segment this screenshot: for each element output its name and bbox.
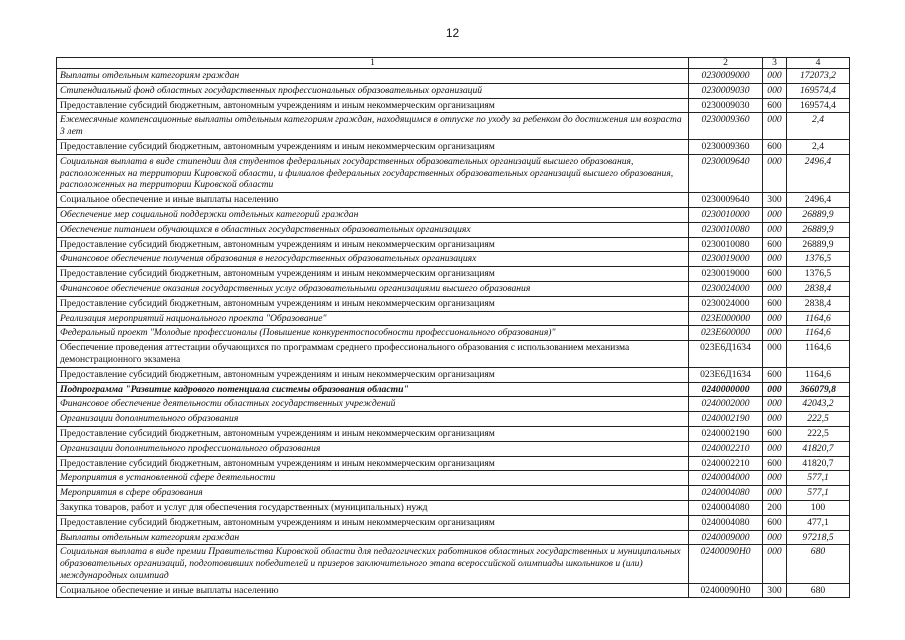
row-type-cell: 000 xyxy=(763,222,787,237)
table-row xyxy=(57,296,850,311)
row-type-cell: 300 xyxy=(763,583,787,598)
table-row xyxy=(57,222,850,237)
row-name-cell: Предоставление субсидий бюджетным, автономным учреждениям и иным некоммерческим организациям xyxy=(57,426,689,441)
row-amount-cell: 2838,4 xyxy=(787,296,850,311)
row-name-cell: Закупка товаров, работ и услуг для обеспечения государственных (муниципальных) нужд xyxy=(57,500,689,515)
row-name-cell: Обеспечение мер социальной поддержки отдельных категорий граждан xyxy=(57,207,689,222)
row-code-cell: 02400090Н0 xyxy=(689,583,763,598)
row-amount-cell: 26889,9 xyxy=(787,207,850,222)
row-amount-cell: 366079,8 xyxy=(787,382,850,397)
row-code-cell: 0230010080 xyxy=(689,237,763,252)
row-amount-cell: 1164,6 xyxy=(787,367,850,382)
row-code-cell: 0240000000 xyxy=(689,382,763,397)
row-type-cell: 000 xyxy=(763,441,787,456)
row-code-cell: 0240004000 xyxy=(689,471,763,486)
row-name-cell: Реализация мероприятий национального проекта "Образование" xyxy=(57,311,689,326)
row-name-cell: Социальное обеспечение и иные выплаты населению xyxy=(57,583,689,598)
row-code-cell: 0230009000 xyxy=(689,69,763,84)
table-row xyxy=(57,583,850,598)
table-row xyxy=(57,98,850,113)
table-row xyxy=(57,486,850,501)
row-name-cell: Мероприятия в установленной сфере деятельности xyxy=(57,471,689,486)
table-row xyxy=(57,139,850,154)
row-name-cell: Предоставление субсидий бюджетным, автономным учреждениям и иным некоммерческим организациям xyxy=(57,456,689,471)
row-type-cell: 600 xyxy=(763,426,787,441)
row-code-cell: 0240009000 xyxy=(689,530,763,545)
table-row xyxy=(57,193,850,208)
row-code-cell: 0240002210 xyxy=(689,456,763,471)
row-code-cell: 0240002190 xyxy=(689,426,763,441)
row-name-cell: Обеспечение питанием обучающихся в областных государственных образовательных организациях xyxy=(57,222,689,237)
row-name-cell: Финансовое обеспечение получения образования в негосударственных образовательных организациях xyxy=(57,252,689,267)
table-row xyxy=(57,326,850,341)
table-row xyxy=(57,441,850,456)
row-amount-cell: 42043,2 xyxy=(787,397,850,412)
row-code-cell: 023E6Д1634 xyxy=(689,341,763,368)
row-code-cell: 023E000000 xyxy=(689,311,763,326)
row-name-cell: Организации дополнительного профессионального образования xyxy=(57,441,689,456)
row-type-cell: 600 xyxy=(763,98,787,113)
row-amount-cell: 577,1 xyxy=(787,486,850,501)
row-type-cell: 000 xyxy=(763,412,787,427)
row-name-cell: Социальная выплата в виде премии Правительства Кировской области для педагогических работников областных государственных и муниципальных образовательных организаций, подготовивших победителей и призеров заключительного этапа всероссийской олимпиады школьников и (или) международных олимпиад xyxy=(57,545,689,583)
column-header-2: 2 xyxy=(689,58,763,69)
row-amount-cell: 577,1 xyxy=(787,471,850,486)
row-code-cell: 0230010080 xyxy=(689,222,763,237)
row-type-cell: 000 xyxy=(763,471,787,486)
table-row xyxy=(57,471,850,486)
row-amount-cell: 169574,4 xyxy=(787,98,850,113)
table-row xyxy=(57,237,850,252)
row-type-cell: 000 xyxy=(763,281,787,296)
row-type-cell: 600 xyxy=(763,237,787,252)
table-header-row xyxy=(57,58,850,69)
row-type-cell: 000 xyxy=(763,113,787,140)
row-amount-cell: 477,1 xyxy=(787,515,850,530)
table-row xyxy=(57,397,850,412)
row-type-cell: 600 xyxy=(763,139,787,154)
row-type-cell: 600 xyxy=(763,367,787,382)
row-amount-cell: 1164,6 xyxy=(787,326,850,341)
table-row xyxy=(57,382,850,397)
row-type-cell: 000 xyxy=(763,311,787,326)
row-name-cell: Ежемесячные компенсационные выплаты отдельным категориям граждан, находящимся в отпуске по уходу за ребенком до достижения им возраста 3 лет xyxy=(57,113,689,140)
row-amount-cell: 222,5 xyxy=(787,426,850,441)
row-type-cell: 000 xyxy=(763,486,787,501)
row-name-cell: Стипендиальный фонд областных государственных профессиональных образовательных организаций xyxy=(57,83,689,98)
row-amount-cell: 169574,4 xyxy=(787,83,850,98)
row-type-cell: 000 xyxy=(763,341,787,368)
table-row xyxy=(57,367,850,382)
row-code-cell: 0240004080 xyxy=(689,486,763,501)
row-type-cell: 200 xyxy=(763,500,787,515)
row-type-cell: 600 xyxy=(763,296,787,311)
row-amount-cell: 1164,6 xyxy=(787,311,850,326)
row-type-cell: 600 xyxy=(763,267,787,282)
table-row xyxy=(57,341,850,368)
table-row xyxy=(57,154,850,192)
table-row xyxy=(57,281,850,296)
row-code-cell: 0240002000 xyxy=(689,397,763,412)
row-code-cell: 0230024000 xyxy=(689,296,763,311)
table-row xyxy=(57,545,850,583)
row-code-cell: 0240002190 xyxy=(689,412,763,427)
row-type-cell: 000 xyxy=(763,397,787,412)
page-number: 12 xyxy=(445,26,460,40)
row-name-cell: Предоставление субсидий бюджетным, автономным учреждениям и иным некоммерческим организациям xyxy=(57,139,689,154)
row-amount-cell: 1376,5 xyxy=(787,252,850,267)
table-row xyxy=(57,207,850,222)
column-header-4: 4 xyxy=(787,58,850,69)
table-row xyxy=(57,515,850,530)
row-amount-cell: 680 xyxy=(787,583,850,598)
row-code-cell: 0230009360 xyxy=(689,139,763,154)
row-amount-cell: 26889,9 xyxy=(787,222,850,237)
table-row xyxy=(57,426,850,441)
row-amount-cell: 97218,5 xyxy=(787,530,850,545)
row-code-cell: 0230009030 xyxy=(689,83,763,98)
row-name-cell: Обеспечение проведения аттестации обучающихся по программам среднего профессионального образования с использованием механизма демонстрационного экзамена xyxy=(57,341,689,368)
row-type-cell: 600 xyxy=(763,515,787,530)
table-row xyxy=(57,113,850,140)
row-amount-cell: 41820,7 xyxy=(787,456,850,471)
row-type-cell: 000 xyxy=(763,69,787,84)
row-type-cell: 000 xyxy=(763,83,787,98)
row-type-cell: 000 xyxy=(763,545,787,583)
row-amount-cell: 1164,6 xyxy=(787,341,850,368)
row-code-cell: 02400090Н0 xyxy=(689,545,763,583)
row-name-cell: Финансовое обеспечение оказания государственных услуг образовательными организациями высшего образования xyxy=(57,281,689,296)
row-name-cell: Предоставление субсидий бюджетным, автономным учреждениям и иным некоммерческим организациям xyxy=(57,367,689,382)
row-amount-cell: 172073,2 xyxy=(787,69,850,84)
row-name-cell: Федеральный проект "Молодые профессионалы (Повышение конкурентоспособности профессионального образования)" xyxy=(57,326,689,341)
row-amount-cell: 100 xyxy=(787,500,850,515)
table-row xyxy=(57,311,850,326)
row-amount-cell: 2496,4 xyxy=(787,193,850,208)
table-row xyxy=(57,69,850,84)
row-amount-cell: 2838,4 xyxy=(787,281,850,296)
row-type-cell: 000 xyxy=(763,154,787,192)
row-type-cell: 000 xyxy=(763,326,787,341)
table-row xyxy=(57,83,850,98)
row-name-cell: Предоставление субсидий бюджетным, автономным учреждениям и иным некоммерческим организациям xyxy=(57,237,689,252)
row-amount-cell: 26889,9 xyxy=(787,237,850,252)
table-row xyxy=(57,500,850,515)
row-name-cell: Выплаты отдельным категориям граждан xyxy=(57,530,689,545)
table-row xyxy=(57,456,850,471)
row-type-cell: 000 xyxy=(763,530,787,545)
row-amount-cell: 680 xyxy=(787,545,850,583)
table-row xyxy=(57,252,850,267)
row-type-cell: 000 xyxy=(763,207,787,222)
budget-table xyxy=(56,57,850,598)
row-code-cell: 0230009640 xyxy=(689,193,763,208)
row-amount-cell: 1376,5 xyxy=(787,267,850,282)
table-row xyxy=(57,412,850,427)
row-code-cell: 0230019000 xyxy=(689,252,763,267)
row-name-cell: Предоставление субсидий бюджетным, автономным учреждениям и иным некоммерческим организациям xyxy=(57,98,689,113)
row-type-cell: 300 xyxy=(763,193,787,208)
row-type-cell: 000 xyxy=(763,382,787,397)
row-code-cell: 0230010000 xyxy=(689,207,763,222)
row-amount-cell: 222,5 xyxy=(787,412,850,427)
row-code-cell: 0230009360 xyxy=(689,113,763,140)
row-code-cell: 0230009030 xyxy=(689,98,763,113)
column-header-3: 3 xyxy=(763,58,787,69)
row-code-cell: 023E600000 xyxy=(689,326,763,341)
row-name-cell: Социальная выплата в виде стипендии для студентов федеральных государственных образовательных организаций высшего образования, расположенных на территории Кировской области, и филиалов федеральных государственных образовательных организаций высшего образования, расположенных на территории Кировской области xyxy=(57,154,689,192)
row-name-cell: Предоставление субсидий бюджетным, автономным учреждениям и иным некоммерческим организациям xyxy=(57,267,689,282)
row-name-cell: Выплаты отдельным категориям граждан xyxy=(57,69,689,84)
table-row xyxy=(57,267,850,282)
row-code-cell: 0230019000 xyxy=(689,267,763,282)
row-code-cell: 0240002210 xyxy=(689,441,763,456)
row-name-cell: Подпрограмма "Развитие кадрового потенциала системы образования области" xyxy=(57,382,689,397)
row-amount-cell: 2496,4 xyxy=(787,154,850,192)
row-code-cell: 023E6Д1634 xyxy=(689,367,763,382)
row-name-cell: Организации дополнительного образования xyxy=(57,412,689,427)
table-row xyxy=(57,530,850,545)
row-code-cell: 0240004080 xyxy=(689,500,763,515)
row-code-cell: 0230009640 xyxy=(689,154,763,192)
column-header-1: 1 xyxy=(57,58,689,69)
row-type-cell: 600 xyxy=(763,456,787,471)
row-name-cell: Предоставление субсидий бюджетным, автономным учреждениям и иным некоммерческим организациям xyxy=(57,296,689,311)
row-code-cell: 0230024000 xyxy=(689,281,763,296)
row-type-cell: 000 xyxy=(763,252,787,267)
row-name-cell: Предоставление субсидий бюджетным, автономным учреждениям и иным некоммерческим организациям xyxy=(57,515,689,530)
row-name-cell: Мероприятия в сфере образования xyxy=(57,486,689,501)
row-code-cell: 0240004080 xyxy=(689,515,763,530)
row-name-cell: Социальное обеспечение и иные выплаты населению xyxy=(57,193,689,208)
row-amount-cell: 41820,7 xyxy=(787,441,850,456)
row-name-cell: Финансовое обеспечение деятельности областных государственных учреждений xyxy=(57,397,689,412)
row-amount-cell: 2,4 xyxy=(787,113,850,140)
row-amount-cell: 2,4 xyxy=(787,139,850,154)
